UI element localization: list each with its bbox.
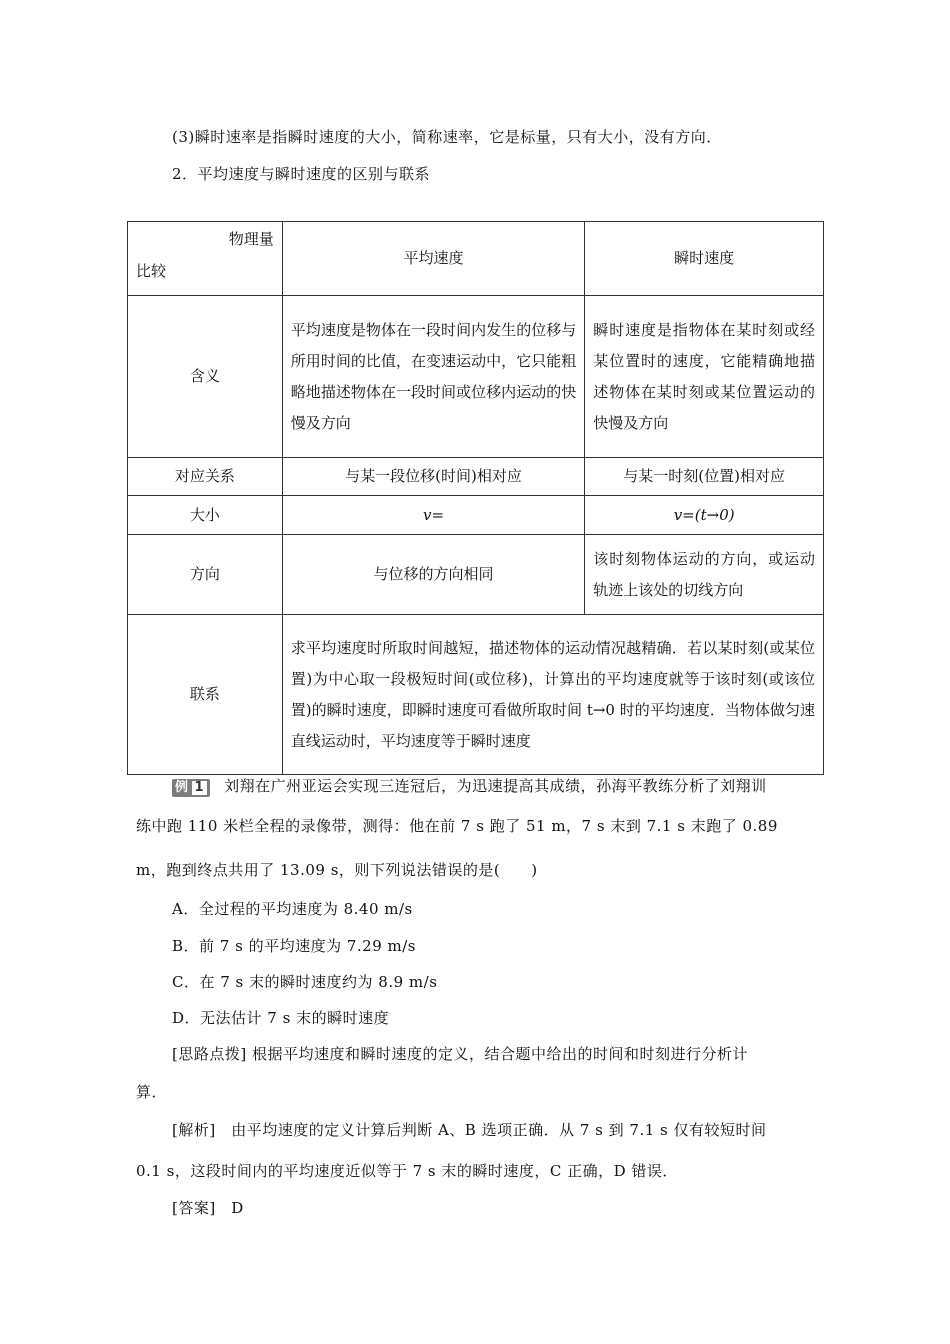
merged-cell: 求平均速度时所取时间越短，描述物体的运动情况越精确．若以某时刻(或某位置)为中心取一段极短时间(或位移)，计算出的平均速度就等于该时刻(或该位置)的瞬时速度，即瞬时速度可看做所取时间 t→0 时的平均速度．当物体做匀速直线运动时，平均速度等于瞬时速度 <box>282 615 823 775</box>
table-cell: 与位移的方向相同 <box>282 535 585 615</box>
table-row <box>128 458 824 496</box>
row-label: 联系 <box>128 615 283 775</box>
table-cell: 平均速度是物体在一段时间内发生的位移与所用时间的比值，在变速运动中，它只能粗略地描述物体在一段时间或位移内运动的快慢及方向 <box>282 296 585 458</box>
option-a: A．全过程的平均速度为 8.40 m/s <box>172 900 413 918</box>
formula-cell <box>585 496 824 535</box>
table-row <box>128 296 824 458</box>
example-badge-number: 1 <box>192 781 208 795</box>
hint-line-1: [思路点拨] 根据平均速度和瞬时速度的定义，结合题中给出的时间和时刻进行分析计 <box>172 1045 748 1063</box>
answer-line: [答案] D <box>172 1199 244 1217</box>
example-line-2: 练中跑 110 米栏全程的录像带，测得：他在前 7 s 跑了 51 m，7 s 末到 7.1 s 末跑了 0.89 <box>136 817 778 835</box>
option-b: B．前 7 s 的平均速度为 7.29 m/s <box>172 937 416 955</box>
analysis-line-1: [解析] 由平均速度的定义计算后判断 A、B 选项正确．从 7 s 到 7.1 s 仅有较短时间 <box>172 1121 767 1139</box>
option-d: D．无法估计 7 s 末的瞬时速度 <box>172 1009 390 1027</box>
example-line-3: m，跑到终点共用了 13.09 s，则下列说法错误的是( ) <box>136 861 538 879</box>
hint-line-2: 算． <box>136 1083 168 1101</box>
example-text: 刘翔在广州亚运会实现三连冠后，为迅速提高其成绩，孙海平教练分析了刘翔训 <box>224 777 767 795</box>
row-label: 含义 <box>128 296 283 458</box>
table-corner-cell <box>128 222 283 296</box>
section-heading-2: 2．平均速度与瞬时速度的区别与联系 <box>172 165 431 183</box>
row-label: 方向 <box>128 535 283 615</box>
row-label: 大小 <box>128 496 283 535</box>
comparison-table <box>127 221 824 775</box>
column-header-average-velocity: 平均速度 <box>282 222 585 296</box>
corner-top-label: 物理量 <box>228 230 274 248</box>
table-row <box>128 615 824 775</box>
table-cell: 瞬时速度是指物体在某时刻或经某位置时的速度，它能精确地描述物体在某时刻或某位置运动的快慢及方向 <box>585 296 824 458</box>
table-cell: 该时刻物体运动的方向，或运动轨迹上该处的切线方向 <box>585 535 824 615</box>
row-label: 对应关系 <box>128 458 283 496</box>
table-row <box>128 496 824 535</box>
formula-instant: v=(t→0) <box>673 505 735 524</box>
column-header-instant-velocity: 瞬时速度 <box>585 222 824 296</box>
table-cell: 与某一段位移(时间)相对应 <box>282 458 585 496</box>
corner-bottom-label: 比较 <box>136 262 167 280</box>
table-header-row <box>128 222 824 296</box>
option-c: C．在 7 s 末的瞬时速度约为 8.9 m/s <box>172 973 438 991</box>
table-row <box>128 535 824 615</box>
formula-average: v= <box>423 505 445 524</box>
table-cell: 与某一时刻(位置)相对应 <box>585 458 824 496</box>
example-line-1 <box>172 775 767 797</box>
example-badge <box>172 779 210 797</box>
example-badge-label: 例 <box>175 780 189 795</box>
analysis-line-2: 0.1 s，这段时间内的平均速度近似等于 7 s 末的瞬时速度，C 正确，D 错误． <box>136 1162 678 1180</box>
paragraph-instant-rate: (3)瞬时速率是指瞬时速度的大小，简称速率，它是标量，只有大小，没有方向． <box>172 128 722 146</box>
formula-cell <box>282 496 585 535</box>
